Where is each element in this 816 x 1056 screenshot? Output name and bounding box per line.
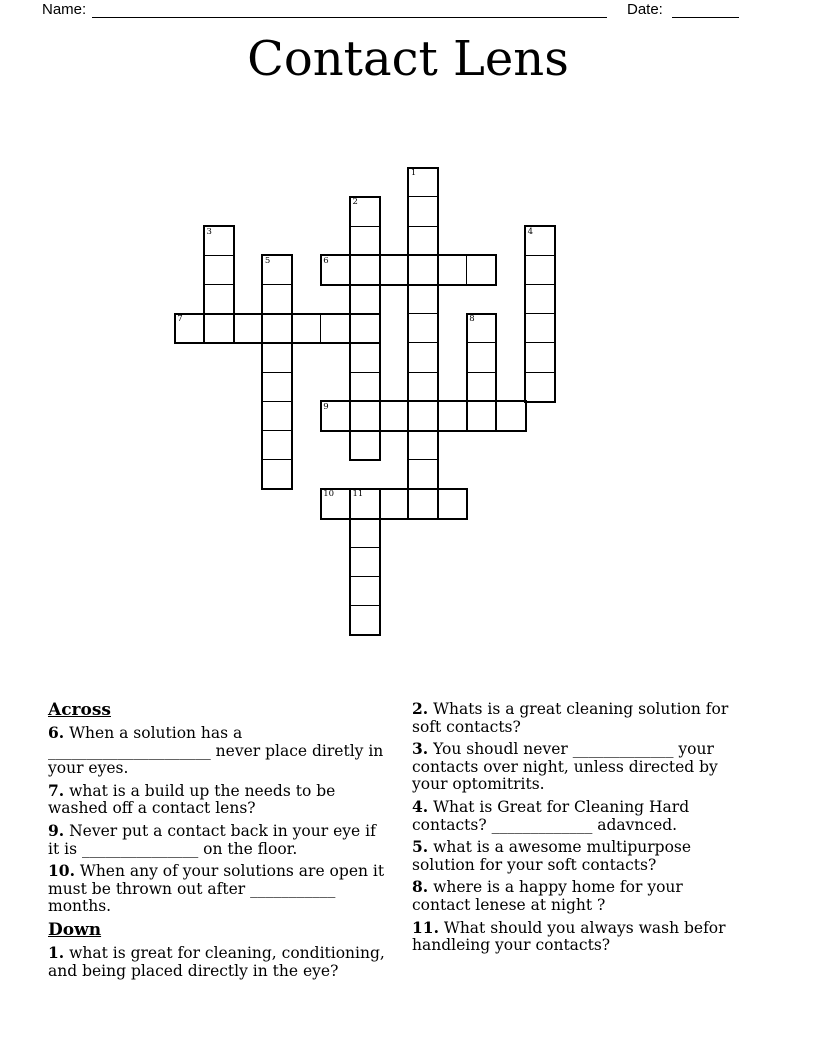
date-label: Date: <box>627 1 663 18</box>
clue-number: 8. <box>412 877 429 897</box>
grid-cell <box>349 196 380 227</box>
grid-cell <box>408 401 439 432</box>
grid-cell <box>349 605 380 636</box>
clue-down-2: 2. Whats is a great cleaning solution for soft contacts? <box>412 699 729 736</box>
grid-cell <box>466 313 497 344</box>
grid-cell <box>379 255 410 286</box>
clue-number: 3. <box>412 739 429 759</box>
clue-across-9: 9. Never put a contact back in your eye if it is _______________ on the floor. <box>48 820 376 858</box>
grid-cell <box>262 430 293 461</box>
clue-number: 7. <box>48 780 65 800</box>
grid-cell-number: 1 <box>410 168 417 179</box>
down-heading: Down <box>48 919 102 940</box>
grid-cell-number: 4 <box>527 226 534 237</box>
grid-cell <box>203 255 234 286</box>
grid-cell <box>320 488 351 519</box>
grid-cell <box>408 284 439 315</box>
clue-down-1: 1. what is great for cleaning, conditioning, and being placed directly in the eye? <box>48 942 385 980</box>
grid-cell <box>203 226 234 257</box>
grid-cell <box>349 401 380 432</box>
grid-cell-number: 7 <box>177 314 183 325</box>
grid-cell <box>408 488 439 519</box>
grid-cell <box>408 167 439 198</box>
clue-number: 2. <box>412 699 429 718</box>
across-heading: Across <box>48 700 111 720</box>
clue-across-6: 6. When a solution has a _____________________ never place diretly in your eyes. <box>48 723 384 778</box>
grid-cell-number: 9 <box>323 401 329 412</box>
clues-column-right <box>412 700 737 959</box>
clue-across-10: 10. When any of your solutions are open it must be thrown out after ___________ months. <box>48 861 385 916</box>
grid-cell <box>262 284 293 315</box>
grid-cell <box>379 488 410 519</box>
grid-cell <box>408 430 439 461</box>
grid-cell <box>349 430 380 461</box>
grid-cell <box>349 547 380 578</box>
grid-cell <box>349 284 380 315</box>
grid-cell <box>379 401 410 432</box>
clue-number: 5. <box>412 837 429 857</box>
grid-cell <box>437 255 468 286</box>
grid-cell <box>349 342 380 373</box>
grid-cell <box>262 255 293 286</box>
grid-cell <box>349 255 380 286</box>
grid-cell <box>262 401 293 432</box>
grid-cell <box>349 313 380 344</box>
clue-number: 9. <box>48 820 65 840</box>
grid-cell <box>349 372 380 403</box>
grid-cell-number: 11 <box>352 489 364 500</box>
grid-cell <box>437 401 468 432</box>
clue-down-4: 4. What is Great for Cleaning Hard contacts? _____________ adavnced. <box>412 796 690 834</box>
grid-cell-number: 10 <box>323 489 335 500</box>
grid-cell <box>525 372 556 403</box>
grid-cell <box>349 576 380 607</box>
clue-number: 4. <box>412 796 429 816</box>
grid-cell-number: 2 <box>352 197 358 208</box>
grid-cell <box>174 313 205 344</box>
grid-cell <box>525 226 556 257</box>
grid-cell <box>262 313 293 344</box>
name-label: Name: <box>42 1 87 18</box>
clue-down-3: 3. You shoudl never _____________ your contacts over night, unless directed by your optomitrits. <box>412 739 718 794</box>
grid-cell <box>291 313 322 344</box>
grid-cell <box>320 401 351 432</box>
clue-down-8: 8. where is a happy home for your contact lenese at night ? <box>412 877 683 914</box>
grid-cell <box>262 372 293 403</box>
grid-cell-number: 8 <box>469 314 475 325</box>
grid-cell <box>408 226 439 257</box>
grid-cell <box>262 342 293 373</box>
grid-cell <box>408 372 439 403</box>
clue-down-11: 11. What should you always wash befor handleing your contacts? <box>412 917 726 955</box>
grid-cell <box>525 342 556 373</box>
clue-number: 1. <box>48 942 65 962</box>
grid-cell <box>203 313 234 344</box>
grid-cell <box>408 255 439 286</box>
grid-cell <box>466 372 497 403</box>
grid-cell <box>349 226 380 257</box>
grid-cell <box>408 196 439 227</box>
grid-cell-number: 6 <box>323 255 329 266</box>
grid-cell <box>349 518 380 549</box>
grid-cell <box>320 255 351 286</box>
grid-cell <box>466 342 497 373</box>
grid-cell <box>408 342 439 373</box>
clue-across-7: 7. what is a build up the needs to be washed off a contact lens? <box>48 780 336 818</box>
grid-cell <box>408 459 439 490</box>
grid-cell <box>525 255 556 286</box>
grid-cell <box>349 488 380 519</box>
clues-column-left <box>48 700 388 984</box>
grid-cell <box>525 284 556 315</box>
grid-cell <box>408 313 439 344</box>
grid-cell <box>525 313 556 344</box>
grid-cell <box>466 401 497 432</box>
puzzle-title: Contact Lens <box>247 31 569 87</box>
clue-number: 10. <box>48 861 75 881</box>
grid-cell-number: 5 <box>264 255 271 266</box>
grid-cell <box>233 313 264 344</box>
clue-number: 11. <box>412 917 439 937</box>
grid-cell <box>262 459 293 490</box>
grid-cell <box>495 401 526 432</box>
grid-cell <box>320 313 351 344</box>
grid-cell-number: 3 <box>206 226 212 237</box>
clue-number: 6. <box>48 723 65 742</box>
grid-cell <box>437 488 468 519</box>
grid-cell <box>203 284 234 315</box>
clue-down-5: 5. what is a awesome multipurpose solution for your soft contacts? <box>412 837 692 874</box>
grid-cell <box>466 255 497 286</box>
